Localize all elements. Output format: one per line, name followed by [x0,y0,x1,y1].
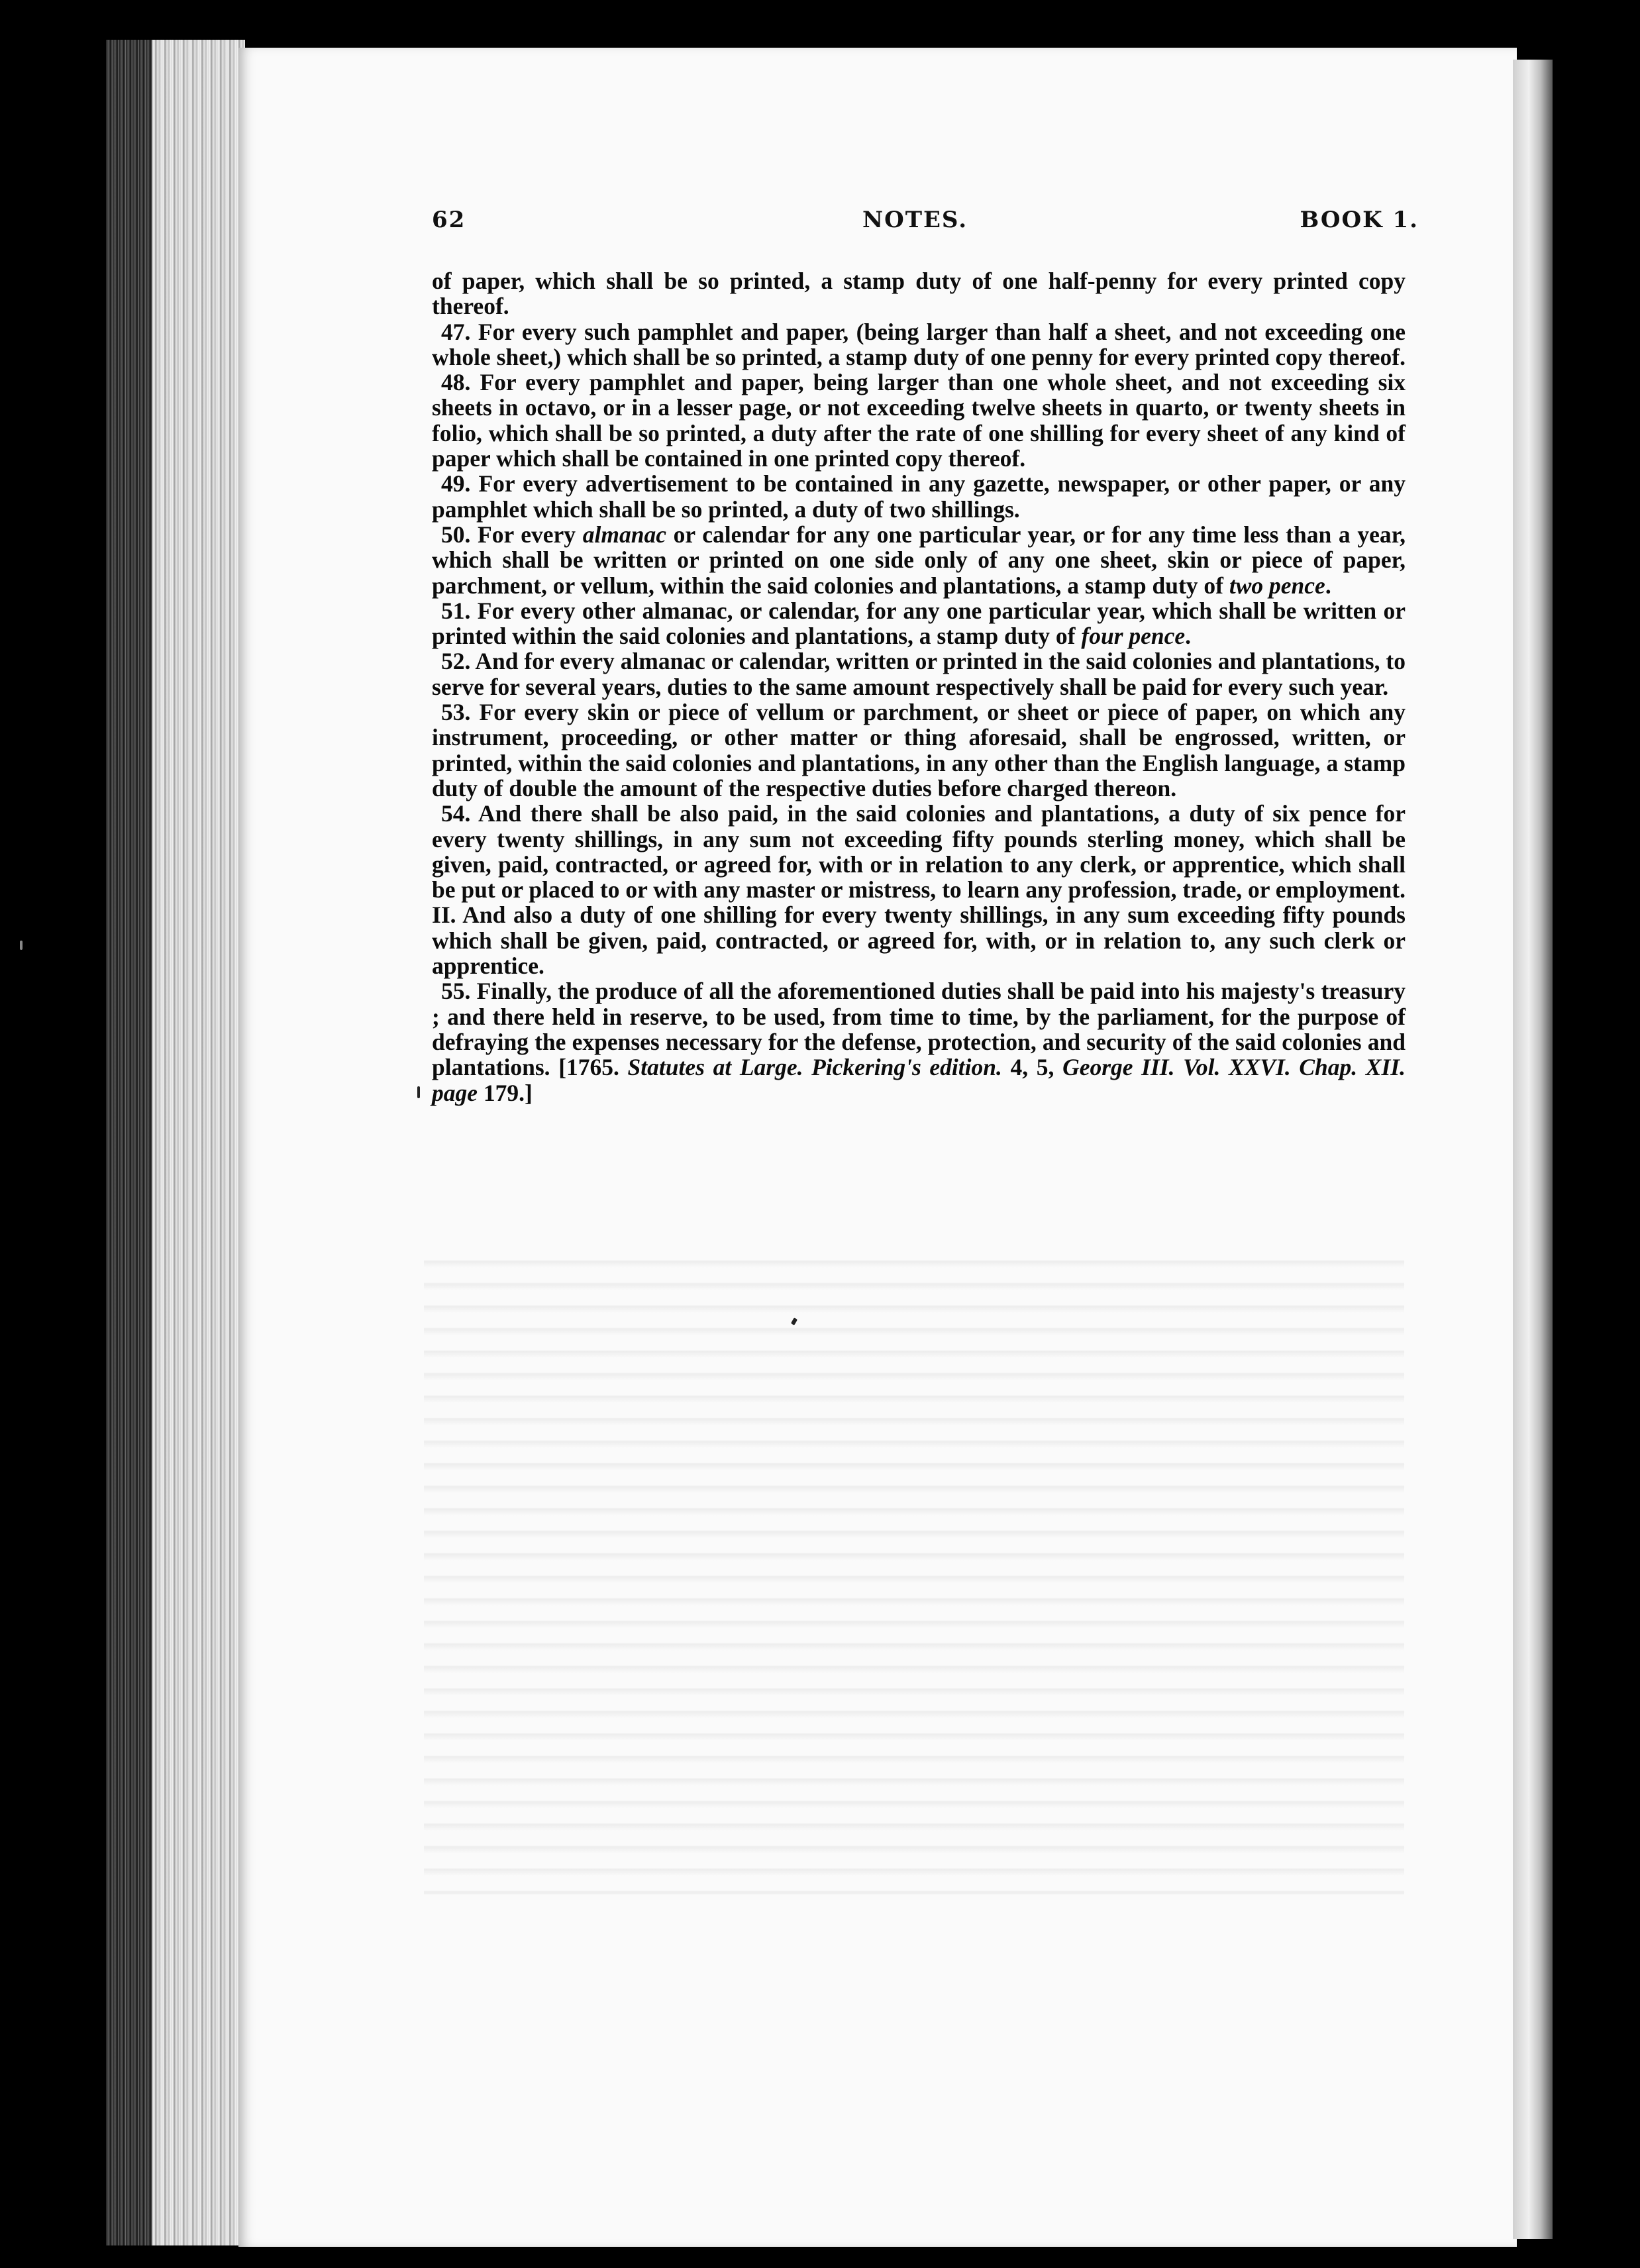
paragraph-47: 47. For every such pamphlet and paper, (being larger than half a sheet, and not exceeding one whole sheet,) which shall be so printed, a stamp duty of one penny for every printed copy thereof. [432,318,1406,370]
paragraph-50-after: . [1325,572,1331,599]
page-stack-left-edge [106,40,245,2245]
paragraph-50 [432,522,1406,598]
citation-ref: George III. Vol. XXVI. Chap. XII. page [432,1054,1406,1106]
paragraph-49: 49. For every advertisement to be contained in any gazette, newspaper, or other paper, or any pamphlet which shall be so printed, a duty of two shillings. [432,470,1406,523]
notes-body [432,268,1406,1106]
paragraph-48: 48. For every pamphlet and paper, being larger than one whole sheet, and not exceeding six sheets in octavo, or in a lesser page, or not exceeding twelve sheets in quarto, or twenty sheets in folio, which shall be so printed, a duty after the rate of one shilling for every sheet of any kind of paper which shall be contained in one printed copy thereof. [432,369,1406,472]
paragraph-continuation: of paper, which shall be so printed, a stamp duty of one half-penny for every printed copy thereof. [432,268,1406,320]
paragraph-52: 52. And for every almanac or calendar, written or printed in the said colonies and plantations, to serve for several years, duties to the same amount respectively shall be paid for every such year. [432,648,1406,700]
citation [432,1054,1406,1106]
paragraph-55 [432,978,1406,1105]
paragraph-50-italic-almanac: almanac [582,521,666,548]
paragraph-51-after: . [1185,623,1192,650]
film-speck [20,941,23,950]
running-header [432,207,1419,240]
paragraph-53: 53. For every skin or piece of vellum or parchment, or sheet or piece of paper, on which any instrument, proceeding, or other matter or thing aforesaid, shall be engrossed, written, or printed, within the said colonies and plantations, in any other than the English language, a stamp duty of double the amount of the respective duties before charged thereon. [432,699,1406,801]
page-stack-right-edge [1513,60,1553,2239]
paragraph-54: 54. And there shall be also paid, in the said colonies and plantations, a duty of six pence for every twenty shillings, in any sum not exceeding fifty pounds sterling money, which shall be given, paid, contracted, or agreed for, with or in relation to any clerk, or apprentice, which shall be put or placed to or with any master or mistress, to learn any profession, trade, or employment. II. And also a duty of one shilling for every twenty shillings, in any sum exceeding fifty pounds which shall be given, paid, contracted, or agreed for, with, or in relation to, any such clerk or apprentice. [432,800,1406,980]
paragraph-51 [432,598,1406,649]
ink-speck [417,1086,420,1098]
running-title: NOTES. [862,207,968,233]
paragraph-50-before: 50. For every [441,521,583,548]
paragraph-51-italic-four-pence: four pence [1081,623,1186,650]
page-number: 62 [432,207,466,233]
citation-page: 179.] [478,1079,533,1106]
citation-source: Statutes at Large. Pickering's edition. [627,1054,1002,1081]
paragraph-51-before: 51. For every other almanac, or calendar, for any one particular year, which shall be written or printed within the said colonies and plantations, a stamp duty of [432,597,1406,650]
paragraph-55-text: 55. Finally, the produce of all the aforementioned duties shall be paid into his majesty's treasury ; and there held in reserve, to be used, from time to time, by the parliament, for the purpose of defraying the expenses necessary for the defense, protection, and security of the said colonies and plantations. [432,978,1406,1081]
paragraph-50-italic-two-pence: two pence [1229,572,1325,599]
book-label: BOOK 1. [1300,207,1419,233]
paragraph-50-middle: or calendar for any one particular year, or for any time less than a year, which shall be written or printed on one side only of any one sheet, skin or piece of paper, parchment, or vellum, within the said colonies and plantations, a stamp duty of [432,521,1406,599]
citation-open: [1765. [558,1054,628,1081]
binding-shadow [106,40,152,2245]
citation-ref-pre: 4, 5, [1001,1054,1063,1081]
